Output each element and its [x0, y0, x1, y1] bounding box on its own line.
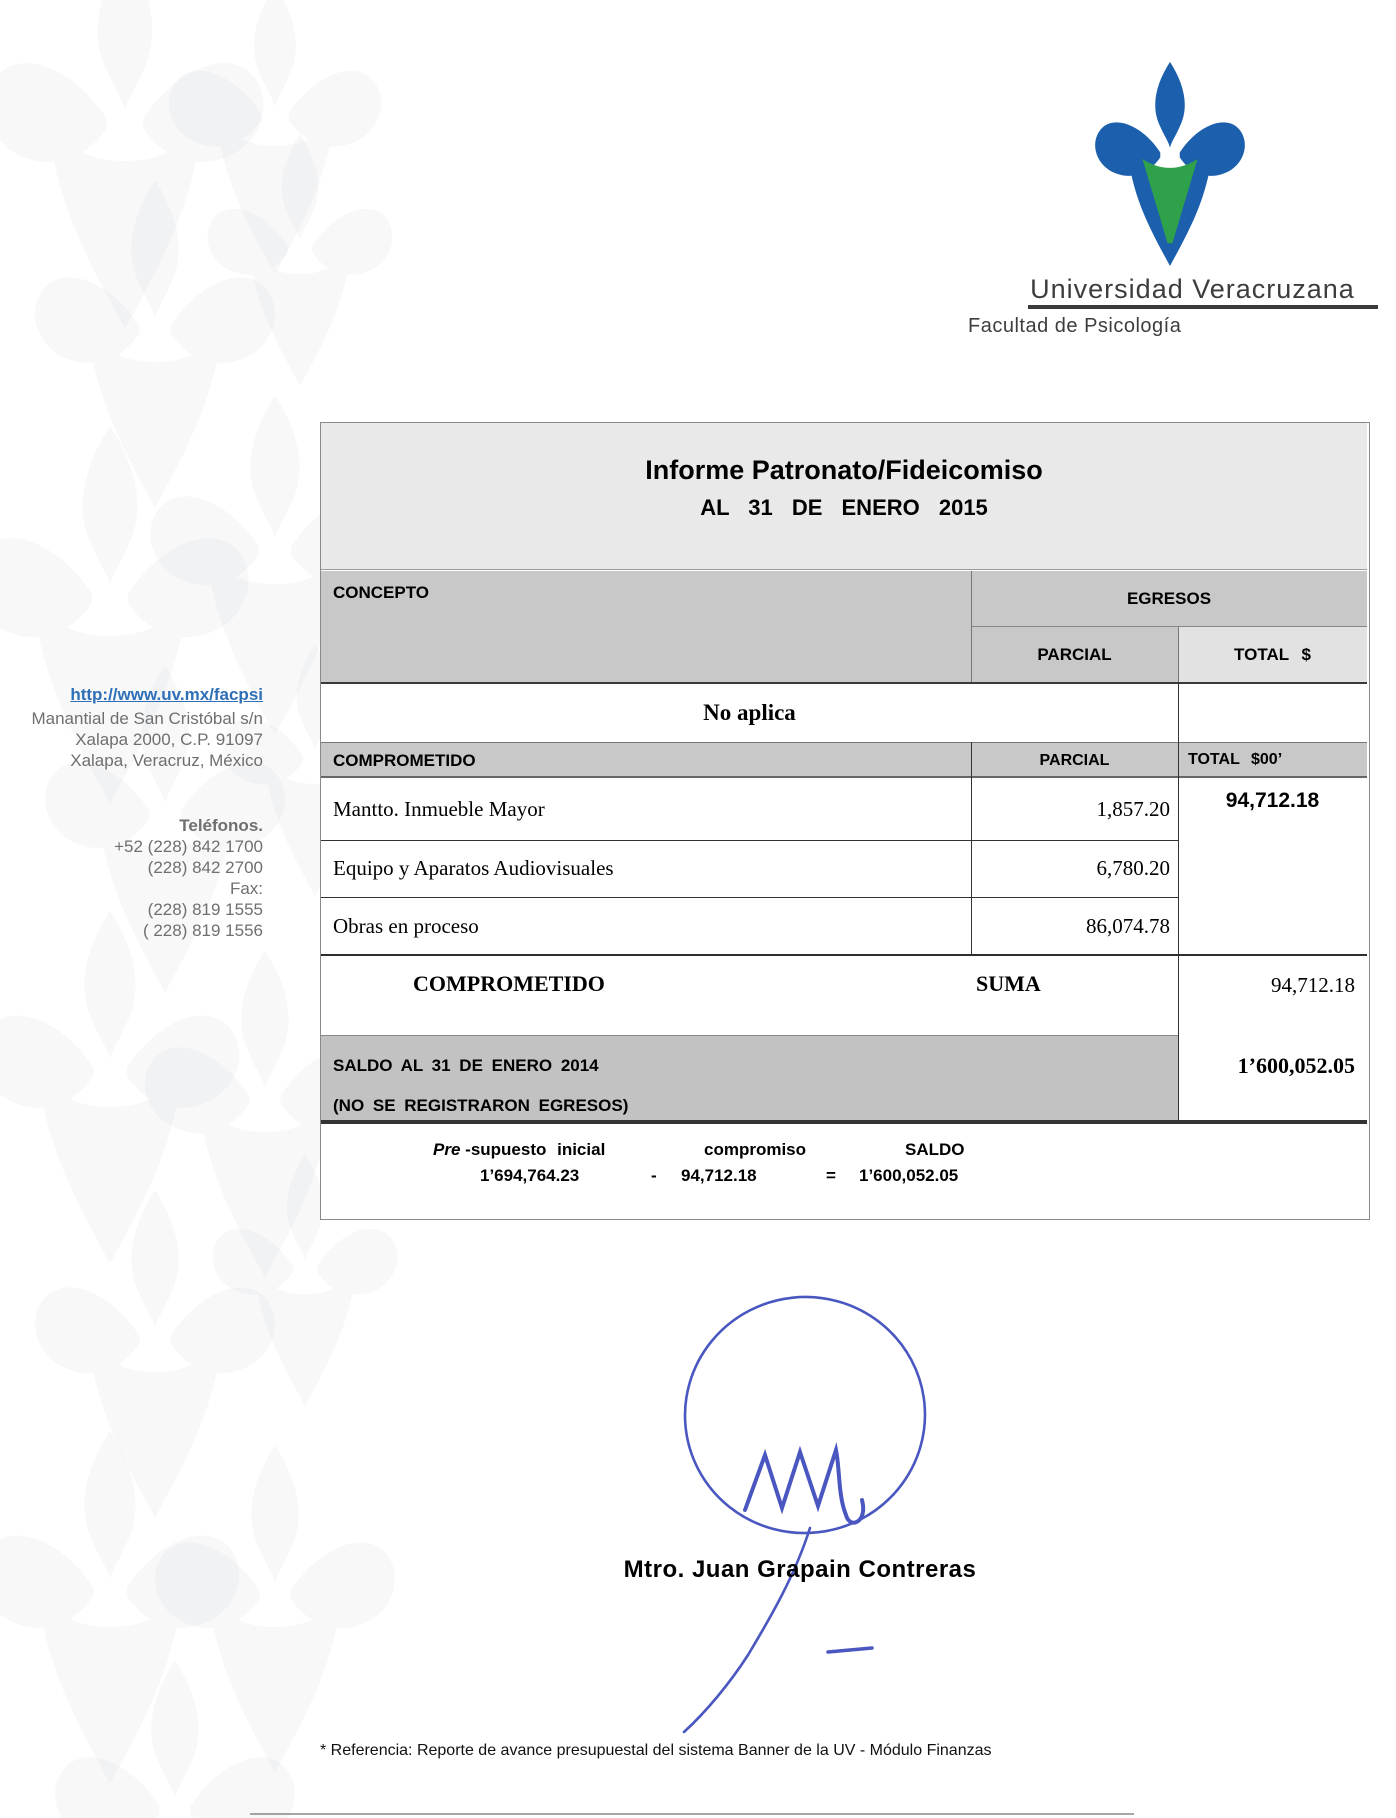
- parcial2-label: PARCIAL: [1039, 751, 1110, 769]
- grid-line: [321, 840, 1178, 841]
- signature-ink: [560, 1270, 1060, 1750]
- faculty-website-link[interactable]: http://www.uv.mx/facpsi: [70, 685, 263, 704]
- formula-block: [321, 1122, 1367, 1217]
- grid-line: [971, 626, 1367, 627]
- signatory-name: Mtro. Juan Grapain Contreras: [623, 1556, 977, 1583]
- item-name: Mantto. Inmueble Mayor: [333, 796, 545, 821]
- item-parcial: 86,074.78: [1086, 913, 1170, 938]
- university-underline: [1028, 305, 1378, 309]
- items-total-cell: 94,712.18: [1225, 789, 1320, 812]
- university-logo: [1089, 58, 1251, 273]
- grid-line: [321, 777, 1367, 778]
- page-bottom-edge: [250, 1813, 1134, 1815]
- faculty-website-link-row: [0, 684, 263, 705]
- fax-number: ( 228) 819 1556: [142, 921, 263, 940]
- address-line: Manantial de San Cristóbal s/n: [31, 709, 263, 728]
- item-parcial-cell: [971, 778, 1178, 840]
- address-line: Xalapa, Veracruz, México: [70, 751, 263, 770]
- parcial-header-cell: [971, 627, 1178, 682]
- report-title: Informe Patronato/Fideicomiso: [645, 455, 1043, 485]
- grid-line: [321, 682, 1367, 684]
- formula-pre-italic: Pre: [433, 1140, 461, 1159]
- grid-line-vertical: [971, 742, 972, 954]
- parcial-label: PARCIAL: [1037, 644, 1112, 664]
- grid-line: [321, 897, 1178, 898]
- total2-label: TOTAL $00’: [1188, 751, 1283, 768]
- phone-number: (228) 842 2700: [147, 858, 263, 877]
- egresos-header-cell: [971, 571, 1367, 626]
- university-name: Universidad Veracruzana: [1030, 274, 1355, 304]
- item-parcial: 6,780.20: [1096, 856, 1170, 880]
- egresos-label: EGRESOS: [1126, 588, 1212, 608]
- formula-pre: [433, 1140, 605, 1160]
- report-table: [320, 422, 1370, 1220]
- formula-initial-value: 1’694,764.23: [480, 1166, 580, 1185]
- saldo-row: [321, 1035, 1178, 1122]
- no-aplica-text: No aplica: [703, 700, 796, 725]
- concepto-header-cell: [321, 571, 971, 682]
- contact-sidebar: [0, 684, 263, 941]
- formula-compromiso-value: 94,712.18: [681, 1166, 757, 1185]
- comprometido-header-row: [321, 742, 1367, 777]
- faculty-name: Facultad de Psicología: [968, 315, 1182, 337]
- formula-minus: -: [651, 1166, 657, 1185]
- suma-comprometido-label: COMPROMETIDO: [413, 971, 605, 996]
- no-aplica-cell: [321, 684, 1178, 742]
- concepto-label: CONCEPTO: [333, 583, 430, 602]
- saldo-total-cell: 1’600,052.05: [1237, 1053, 1355, 1078]
- grid-line: [321, 1120, 1367, 1122]
- footer-reference-note: * Referencia: Reporte de avance presupuestal del sistema Banner de la UV - Módulo Finanzas: [320, 1742, 992, 1759]
- item-parcial: 1,857.20: [1096, 796, 1170, 821]
- comprometido-label: COMPROMETIDO: [333, 750, 476, 770]
- total-header-cell: [1178, 627, 1367, 682]
- suma-label: SUMA: [976, 971, 1041, 996]
- formula-saldo-label: SALDO: [905, 1140, 965, 1159]
- formula-saldo-value: 1’600,052.05: [859, 1166, 959, 1185]
- report-subtitle: AL 31 DE ENERO 2015: [700, 495, 988, 520]
- address-line: Xalapa 2000, C.P. 91097: [75, 730, 263, 749]
- grid-line: [321, 954, 1367, 956]
- grid-line-vertical: [1178, 682, 1179, 1122]
- item-parcial-cell: [971, 841, 1178, 896]
- phones-label: Teléfonos.: [179, 816, 263, 835]
- report-title-block: [321, 423, 1367, 570]
- formula-pre-rest: -supuesto inicial: [465, 1140, 606, 1159]
- suma-row: [321, 956, 1367, 1034]
- formula-equals: =: [826, 1166, 836, 1185]
- saldo-line2: (NO SE REGISTRARON EGRESOS): [333, 1096, 629, 1115]
- table-row: [321, 778, 971, 840]
- saldo-line1: SALDO AL 31 DE ENERO 2014: [333, 1056, 599, 1075]
- grid-line-vertical: [971, 571, 972, 682]
- fax-label: Fax:: [229, 879, 263, 898]
- fax-number: (228) 819 1555: [147, 900, 263, 919]
- grid-line-vertical: [1178, 627, 1179, 682]
- table-row: [321, 841, 971, 896]
- item-name: Equipo y Aparatos Audiovisuales: [333, 856, 614, 880]
- table-row: [321, 898, 971, 954]
- phone-number: +52 (228) 842 1700: [114, 837, 263, 856]
- item-name: Obras en proceso: [333, 913, 479, 938]
- formula-compromiso-label: compromiso: [704, 1140, 807, 1159]
- total-label: TOTAL $: [1234, 644, 1311, 664]
- item-parcial-cell: [971, 898, 1178, 954]
- suma-total: 94,712.18: [1271, 973, 1355, 997]
